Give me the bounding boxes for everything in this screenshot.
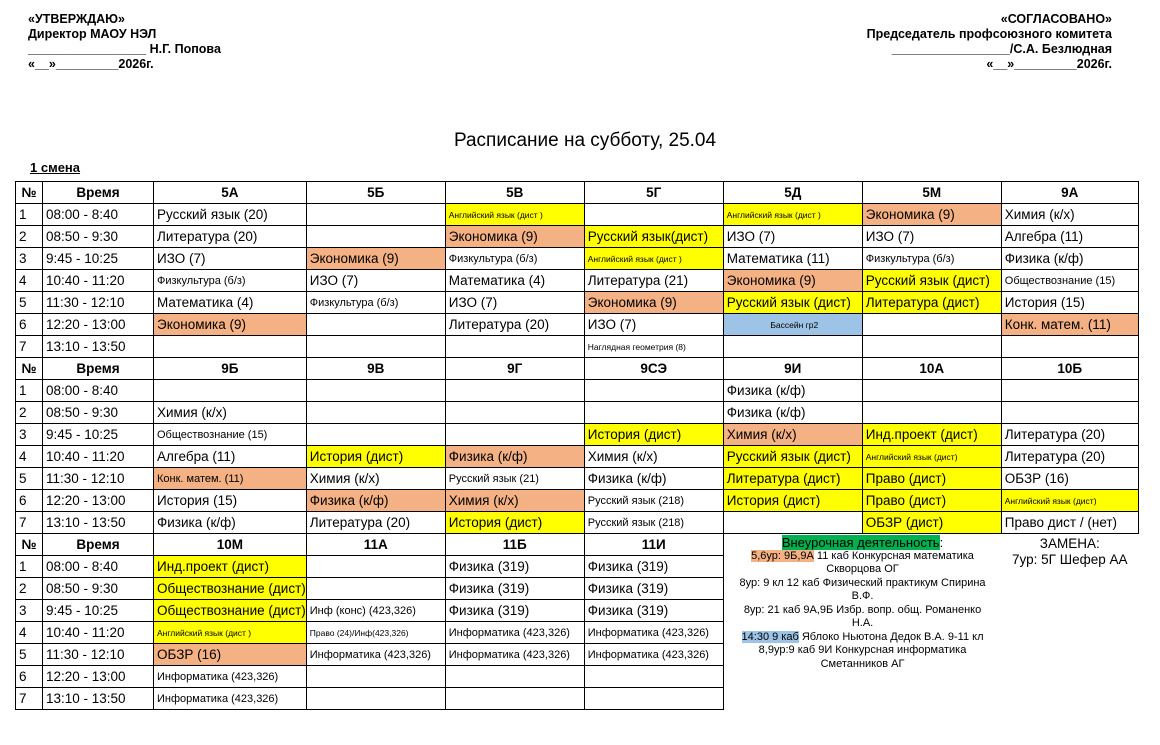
lesson-number: 1: [16, 556, 43, 578]
lesson-cell: Литература (дист): [862, 292, 1001, 314]
extra-text: 8ур: 9 кл 12 каб Физический практикум Спирина: [739, 576, 986, 589]
substitution-title: ЗАМЕНА:: [1039, 536, 1100, 551]
extra-text: 8,9ур:9 каб 9И Конкурсная информатика: [758, 644, 967, 656]
lesson-cell: Конк. матем. (11): [154, 468, 307, 490]
extra-text: Скворцова ОГ: [826, 563, 899, 575]
lesson-cell: Право (дист): [862, 490, 1001, 512]
lesson-cell: Физкультура (б/з): [445, 248, 584, 270]
lesson-cell: [723, 336, 862, 358]
lesson-cell: Физкультура (б/з): [862, 248, 1001, 270]
lesson-cell: Физика (к/ф): [154, 512, 307, 534]
lesson-cell: [445, 336, 584, 358]
lesson-cell: [584, 380, 723, 402]
lesson-cell: [862, 336, 1001, 358]
lesson-cell: Химия (к/х): [1001, 204, 1138, 226]
lesson-cell: Физика (319): [584, 556, 723, 578]
lesson-cell: ИЗО (7): [584, 314, 723, 336]
agreement-signature: _________________/С.А. Безлюдная: [891, 42, 1112, 56]
lesson-time: 10:40 - 11:20: [43, 622, 154, 644]
schedule-row: [16, 248, 1139, 270]
class-header: 5А: [154, 182, 307, 204]
extra-text: 11 каб Конкурсная математика: [813, 549, 974, 562]
shift-label: 1 смена: [30, 160, 81, 175]
lesson-cell: [445, 402, 584, 424]
lesson-cell: [306, 666, 445, 688]
lesson-cell: ОБЗР (16): [1001, 468, 1138, 490]
lesson-cell: Физика (319): [584, 600, 723, 622]
lesson-cell: Физика (319): [584, 578, 723, 600]
lesson-number: 5: [16, 644, 43, 666]
lesson-cell: [154, 380, 307, 402]
lesson-cell: Право (24)/Инф(423,326): [306, 622, 445, 644]
lesson-cell: Литература (20): [154, 226, 307, 248]
lesson-cell: Алгебра (11): [1001, 226, 1138, 248]
lesson-cell: Химия (к/х): [584, 446, 723, 468]
lesson-number: 7: [16, 512, 43, 534]
lesson-time: 11:30 - 12:10: [43, 468, 154, 490]
lesson-cell: [584, 204, 723, 226]
lesson-cell: Информатика (423,326): [445, 622, 584, 644]
class-header: 5М: [862, 182, 1001, 204]
extra-highlight: 14:30 9 каб: [741, 630, 799, 643]
lesson-cell: Инф (конс) (423,326): [306, 600, 445, 622]
lesson-cell: ИЗО (7): [723, 226, 862, 248]
lesson-time: 12:20 - 13:00: [43, 666, 154, 688]
lesson-cell: Английский язык (дист ): [154, 622, 307, 644]
lesson-cell: ИЗО (7): [154, 248, 307, 270]
lesson-cell: Бассейн гр2: [723, 314, 862, 336]
lesson-number: 2: [16, 402, 43, 424]
lesson-cell: Экономика (9): [445, 226, 584, 248]
header-time: Время: [43, 182, 154, 204]
lesson-time: 13:10 - 13:50: [43, 688, 154, 710]
lesson-cell: Математика (4): [154, 292, 307, 314]
schedule-row: [16, 446, 1139, 468]
lesson-time: 11:30 - 12:10: [43, 644, 154, 666]
lesson-cell: [862, 402, 1001, 424]
lesson-cell: [862, 380, 1001, 402]
lesson-cell: [1001, 402, 1138, 424]
lesson-number: 3: [16, 600, 43, 622]
class-header: 10Б: [1001, 358, 1138, 380]
lesson-cell: Физика (к/ф): [584, 468, 723, 490]
class-header: 11А: [306, 534, 445, 556]
lesson-cell: [306, 336, 445, 358]
lesson-cell: Обществознание (дист): [154, 600, 307, 622]
lesson-cell: История (15): [1001, 292, 1138, 314]
agreement-block: [867, 12, 1112, 72]
lesson-cell: Экономика (9): [584, 292, 723, 314]
extra-highlight: 5,6ур: 9Б,9А: [751, 549, 814, 562]
agreement-date: «__»_________2026г.: [986, 57, 1112, 71]
lesson-cell: [306, 380, 445, 402]
lesson-cell: Физика (к/ф): [1001, 248, 1138, 270]
lesson-cell: История (15): [154, 490, 307, 512]
approval-title: «УТВЕРЖДАЮ»: [28, 12, 125, 26]
schedule-row: [16, 336, 1139, 358]
schedule-row: [16, 468, 1139, 490]
lesson-time: 08:00 - 8:40: [43, 556, 154, 578]
lesson-number: 4: [16, 270, 43, 292]
lesson-cell: Русский язык (218): [584, 490, 723, 512]
lesson-cell: Русский язык (218): [584, 512, 723, 534]
extra-text: Н.А.: [851, 617, 874, 629]
schedule-row: [16, 314, 1139, 336]
class-header: 11И: [584, 534, 723, 556]
lesson-time: 08:00 - 8:40: [43, 380, 154, 402]
schedule-body: [16, 182, 1139, 710]
class-header: 11Б: [445, 534, 584, 556]
lesson-cell: Экономика (9): [862, 204, 1001, 226]
lesson-cell: Информатика (423,326): [306, 644, 445, 666]
lesson-number: 3: [16, 424, 43, 446]
class-header: 9СЭ: [584, 358, 723, 380]
lesson-number: 5: [16, 292, 43, 314]
lesson-number: 2: [16, 226, 43, 248]
lesson-cell: Литература (дист): [723, 468, 862, 490]
lesson-cell: Русский язык (дист): [862, 270, 1001, 292]
lesson-cell: Русский язык(дист): [584, 226, 723, 248]
approval-signature: _________________ Н.Г. Попова: [28, 42, 221, 56]
lesson-cell: Физкультура (б/з): [154, 270, 307, 292]
extracurricular-colon: :: [939, 535, 944, 550]
lesson-cell: Физика (к/ф): [723, 402, 862, 424]
lesson-cell: [584, 402, 723, 424]
class-header: 9Б: [154, 358, 307, 380]
lesson-time: 10:40 - 11:20: [43, 270, 154, 292]
class-header: 5Г: [584, 182, 723, 204]
substitution-text: 7ур: 5Г Шефер АА: [1012, 552, 1128, 567]
extracurricular-block: [723, 534, 1001, 710]
schedule-row: [16, 292, 1139, 314]
lesson-cell: Английский язык (дист ): [584, 248, 723, 270]
lesson-cell: Математика (11): [723, 248, 862, 270]
extracurricular-title: Внеурочная деятельность: [781, 535, 940, 550]
lesson-cell: Литература (20): [306, 512, 445, 534]
lesson-cell: История (дист): [306, 446, 445, 468]
schedule-table: [15, 181, 1139, 710]
lesson-cell: Физика (к/ф): [306, 490, 445, 512]
header-number: №: [16, 182, 43, 204]
class-header: 5Д: [723, 182, 862, 204]
schedule-row: [16, 402, 1139, 424]
lesson-number: 3: [16, 248, 43, 270]
schedule-row: [16, 226, 1139, 248]
lesson-cell: [306, 204, 445, 226]
lesson-time: 11:30 - 12:10: [43, 292, 154, 314]
lesson-cell: ИЗО (7): [306, 270, 445, 292]
class-header: 9В: [306, 358, 445, 380]
lesson-cell: Обществознание (15): [154, 424, 307, 446]
lesson-time: 12:20 - 13:00: [43, 490, 154, 512]
lesson-cell: Физика (319): [445, 556, 584, 578]
lesson-cell: Информатика (423,326): [154, 688, 307, 710]
lesson-number: 6: [16, 666, 43, 688]
header-time: Время: [43, 358, 154, 380]
header-row: [16, 534, 1139, 556]
lesson-cell: Английский язык (дист ): [445, 204, 584, 226]
lesson-cell: Физика (319): [445, 600, 584, 622]
extra-text: Сметанников АГ: [820, 657, 905, 670]
lesson-cell: Алгебра (11): [154, 446, 307, 468]
substitution-block: [1001, 534, 1138, 710]
approval-date: «__»_________2026г.: [28, 57, 154, 71]
lesson-cell: История (дист): [445, 512, 584, 534]
class-header: 10А: [862, 358, 1001, 380]
lesson-time: 13:10 - 13:50: [43, 512, 154, 534]
lesson-cell: Русский язык (20): [154, 204, 307, 226]
class-header: 9Г: [445, 358, 584, 380]
lesson-number: 6: [16, 490, 43, 512]
lesson-cell: Конк. матем. (11): [1001, 314, 1138, 336]
lesson-number: 1: [16, 204, 43, 226]
lesson-cell: Математика (4): [445, 270, 584, 292]
lesson-cell: История (дист): [723, 490, 862, 512]
lesson-cell: Химия (к/х): [306, 468, 445, 490]
lesson-cell: [584, 688, 723, 710]
lesson-cell: Экономика (9): [154, 314, 307, 336]
lesson-cell: Русский язык (дист): [723, 292, 862, 314]
lesson-number: 4: [16, 622, 43, 644]
header-row: [16, 358, 1139, 380]
lesson-time: 08:00 - 8:40: [43, 204, 154, 226]
lesson-cell: [445, 688, 584, 710]
lesson-cell: Физика (319): [445, 578, 584, 600]
lesson-time: 13:10 - 13:50: [43, 336, 154, 358]
class-header: 9И: [723, 358, 862, 380]
lesson-cell: [1001, 336, 1138, 358]
lesson-cell: Информатика (423,326): [584, 622, 723, 644]
lesson-number: 5: [16, 468, 43, 490]
header-row: [16, 182, 1139, 204]
lesson-cell: Русский язык (дист): [723, 446, 862, 468]
lesson-cell: Литература (20): [1001, 424, 1138, 446]
lesson-cell: ОБЗР (дист): [862, 512, 1001, 534]
lesson-cell: ИЗО (7): [445, 292, 584, 314]
lesson-cell: Русский язык (21): [445, 468, 584, 490]
lesson-cell: [306, 424, 445, 446]
lesson-cell: [306, 226, 445, 248]
approval-position: Директор МАОУ НЭЛ: [28, 27, 157, 41]
lesson-number: 1: [16, 380, 43, 402]
lesson-cell: ИЗО (7): [862, 226, 1001, 248]
schedule-row: [16, 204, 1139, 226]
class-header: 10М: [154, 534, 307, 556]
lesson-number: 6: [16, 314, 43, 336]
schedule-row: [16, 380, 1139, 402]
lesson-time: 9:45 - 10:25: [43, 248, 154, 270]
lesson-cell: Химия (к/х): [154, 402, 307, 424]
lesson-number: 7: [16, 336, 43, 358]
lesson-cell: Литература (21): [584, 270, 723, 292]
extra-text: В.Ф.: [851, 590, 874, 602]
lesson-cell: [306, 578, 445, 600]
class-header: 5Б: [306, 182, 445, 204]
lesson-cell: Химия (к/х): [445, 490, 584, 512]
lesson-cell: Литература (20): [445, 314, 584, 336]
lesson-cell: Физкультура (б/з): [306, 292, 445, 314]
class-header: 5В: [445, 182, 584, 204]
lesson-cell: Английский язык (дист ): [723, 204, 862, 226]
header-number: №: [16, 358, 43, 380]
lesson-cell: Наглядная геометрия (8): [584, 336, 723, 358]
lesson-time: 08:50 - 9:30: [43, 226, 154, 248]
lesson-cell: Английский язык (дист): [1001, 490, 1138, 512]
page-title: Расписание на субботу, 25.04: [453, 130, 717, 151]
schedule-row: [16, 424, 1139, 446]
lesson-time: 12:20 - 13:00: [43, 314, 154, 336]
lesson-number: 2: [16, 578, 43, 600]
agreement-position: Председатель профсоюзного комитета: [866, 27, 1112, 41]
extra-text: 8ур: 21 каб 9А,9Б Избр. вопр. общ. Романенко: [743, 603, 982, 616]
schedule-row: [16, 270, 1139, 292]
lesson-cell: Английский язык (дист): [862, 446, 1001, 468]
lesson-cell: [306, 402, 445, 424]
lesson-cell: Информатика (423,326): [584, 644, 723, 666]
schedule-row: [16, 490, 1139, 512]
lesson-cell: [445, 424, 584, 446]
lesson-cell: [723, 512, 862, 534]
lesson-cell: Информатика (423,326): [154, 666, 307, 688]
lesson-cell: Инд.проект (дист): [862, 424, 1001, 446]
lesson-cell: ОБЗР (16): [154, 644, 307, 666]
lesson-cell: Инд.проект (дист): [154, 556, 307, 578]
schedule-row: [16, 512, 1139, 534]
lesson-cell: Информатика (423,326): [445, 644, 584, 666]
lesson-cell: Право (дист): [862, 468, 1001, 490]
lesson-cell: [445, 666, 584, 688]
agreement-title: «СОГЛАСОВАНО»: [1000, 12, 1112, 26]
header-time: Время: [43, 534, 154, 556]
lesson-cell: Экономика (9): [723, 270, 862, 292]
lesson-number: 4: [16, 446, 43, 468]
lesson-cell: Экономика (9): [306, 248, 445, 270]
lesson-cell: Литература (20): [1001, 446, 1138, 468]
lesson-cell: Обществознание (15): [1001, 270, 1138, 292]
lesson-cell: [584, 666, 723, 688]
lesson-number: 7: [16, 688, 43, 710]
lesson-cell: Обществознание (дист): [154, 578, 307, 600]
lesson-cell: История (дист): [584, 424, 723, 446]
extra-text: Яблоко Ньютона Дедок В.А. 9-11 кл: [798, 630, 984, 643]
lesson-time: 08:50 - 9:30: [43, 578, 154, 600]
lesson-cell: [445, 380, 584, 402]
lesson-cell: [1001, 380, 1138, 402]
lesson-time: 10:40 - 11:20: [43, 446, 154, 468]
lesson-cell: Физика (к/ф): [445, 446, 584, 468]
header-number: №: [16, 534, 43, 556]
lesson-cell: [306, 556, 445, 578]
lesson-cell: [862, 314, 1001, 336]
lesson-cell: Химия (к/х): [723, 424, 862, 446]
lesson-cell: [306, 688, 445, 710]
class-header: 9А: [1001, 182, 1138, 204]
lesson-time: 08:50 - 9:30: [43, 402, 154, 424]
lesson-time: 9:45 - 10:25: [43, 424, 154, 446]
lesson-cell: [154, 336, 307, 358]
lesson-cell: Физика (к/ф): [723, 380, 862, 402]
approval-block: [28, 12, 221, 72]
lesson-cell: Право дист / (нет): [1001, 512, 1138, 534]
lesson-time: 9:45 - 10:25: [43, 600, 154, 622]
lesson-cell: [306, 314, 445, 336]
